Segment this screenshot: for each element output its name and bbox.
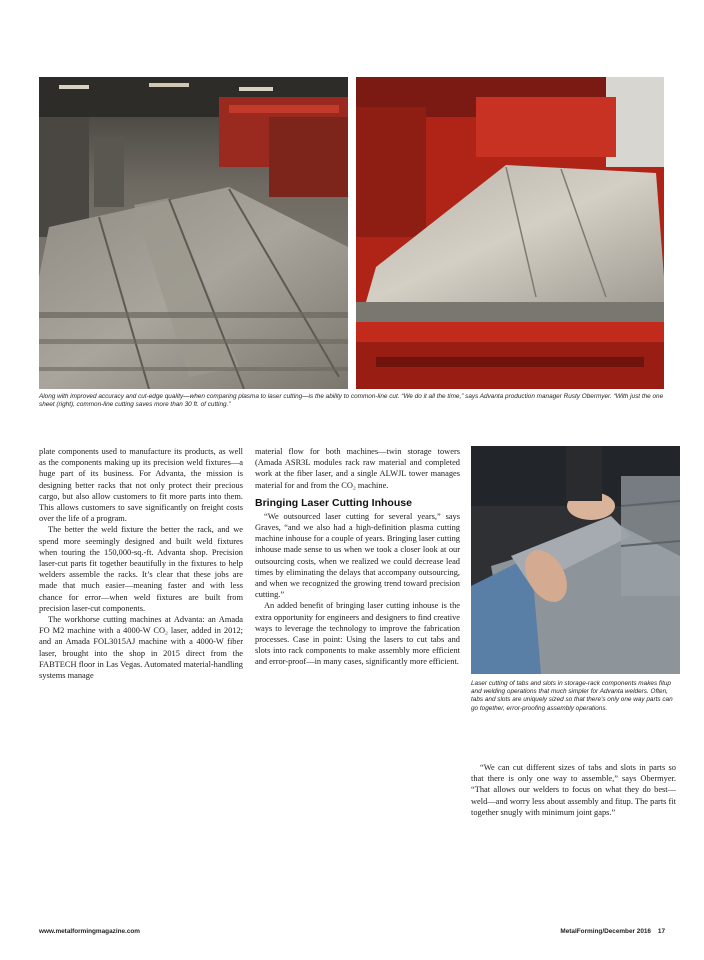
footer-page-number: 17 bbox=[657, 928, 665, 935]
column1-paragraph: plate components used to manufacture its products, as well as the components making up its precision weld fixtures—a huge part of its business. For Advanta, the mission is designing better racks that not only protect their precious cargo, but also allow customers to fit more parts into them. This allows customers to save significantly on freight costs over the life of a program. bbox=[39, 447, 243, 524]
column1-paragraph: The workhorse cutting machines at Advanta: an Amada FO M2 machine with a 4000-W CO₂ laser, added in 2012; and an Amada FOL3015AJ machine with a 4000-W fiber laser, brought into the shop in 2015 direct from the FABTECH floor in Las Vegas. Automated material-handling systems manage bbox=[39, 615, 243, 681]
side-photo-caption: Laser cutting of tabs and slots in storage-rack components makes fitup and welding operations that much simpler for Advanta welders. Often, tabs and slots are uniquely sized so that there’s only one way parts can go together, error-proofing assembly operations. bbox=[471, 680, 673, 712]
photo-laser-table bbox=[356, 77, 664, 389]
article-column-2 bbox=[255, 446, 460, 668]
column1-paragraph: The better the weld fixture the better the rack, and we spend more seemingly designed and built weld fixtures when touring the 150,000-sq.-ft. Advanta shop. Precision laser-cut parts fit together beautifully in the fixtures to help welders assemble the racks. It’s clear that these jobs are made that much easier—meaning faster and with less chance for error—when weld fixtures are built from precision laser-cut components. bbox=[39, 525, 243, 613]
photo-shop-floor-image bbox=[39, 77, 348, 389]
photo-shop-floor bbox=[39, 77, 348, 389]
column2-paragraph: “We outsourced laser cutting for several years,” says Graves, “and we also had a high-definition plasma cutting machine inhouse for a couple of years. Bringing laser cutting inhouse made sense to us when we took a closer look at our outsourcing costs, when we realized we could decrease lead times by eliminating the delays that accompany outsourcing, and when we recognized the growing trend toward precision cutting.” bbox=[255, 511, 460, 600]
section-subhead: Bringing Laser Cutting Inhouse bbox=[255, 496, 412, 509]
column2-paragraph: An added benefit of bringing laser cutting inhouse is the extra opportunity for engineers and designers to find creative ways to leverage the technology to improve the fabrication processes. Case in point: Using the lasers to cut tabs and slots into rack components to make assembly more efficient and error-proof—in many cases, significantly more efficient. bbox=[255, 601, 460, 667]
photo-laser-table-image bbox=[356, 77, 664, 389]
top-photo-caption: Along with improved accuracy and cut-edge quality—when comparing plasma to laser cutting—is the ability to common-line cut. “We do it all the time,” says Advanta production manager Rusty Obermyer. “With just the one sheet (right), common-line cutting saves more than 30 ft. of cutting.” bbox=[39, 393, 664, 409]
photo-tab-slot-assembly-image bbox=[471, 446, 680, 674]
column3-paragraph: “We can cut different sizes of tabs and slots in parts so that there is only one way to assemble,” says Obermyer. “That allows our welders to focus on what they do best—weld—and worry less about assembly and fitup. The parts fit together snugly with minimum joint gaps.” bbox=[471, 763, 676, 817]
footer-website: www.metalformingmagazine.com bbox=[39, 928, 140, 935]
footer-magazine-issue: MetalForming/December 2016 bbox=[560, 928, 651, 935]
photo-tab-slot-assembly bbox=[471, 446, 680, 674]
article-column-3 bbox=[471, 762, 676, 818]
article-column-1 bbox=[39, 446, 243, 681]
column2-intro-paragraph: material flow for both machines—twin storage towers (Amada ASR3L modules rack raw material and completed work at the fiber laser, and a single ALWJL tower manages material for and from the CO₂ machine. bbox=[255, 447, 460, 490]
